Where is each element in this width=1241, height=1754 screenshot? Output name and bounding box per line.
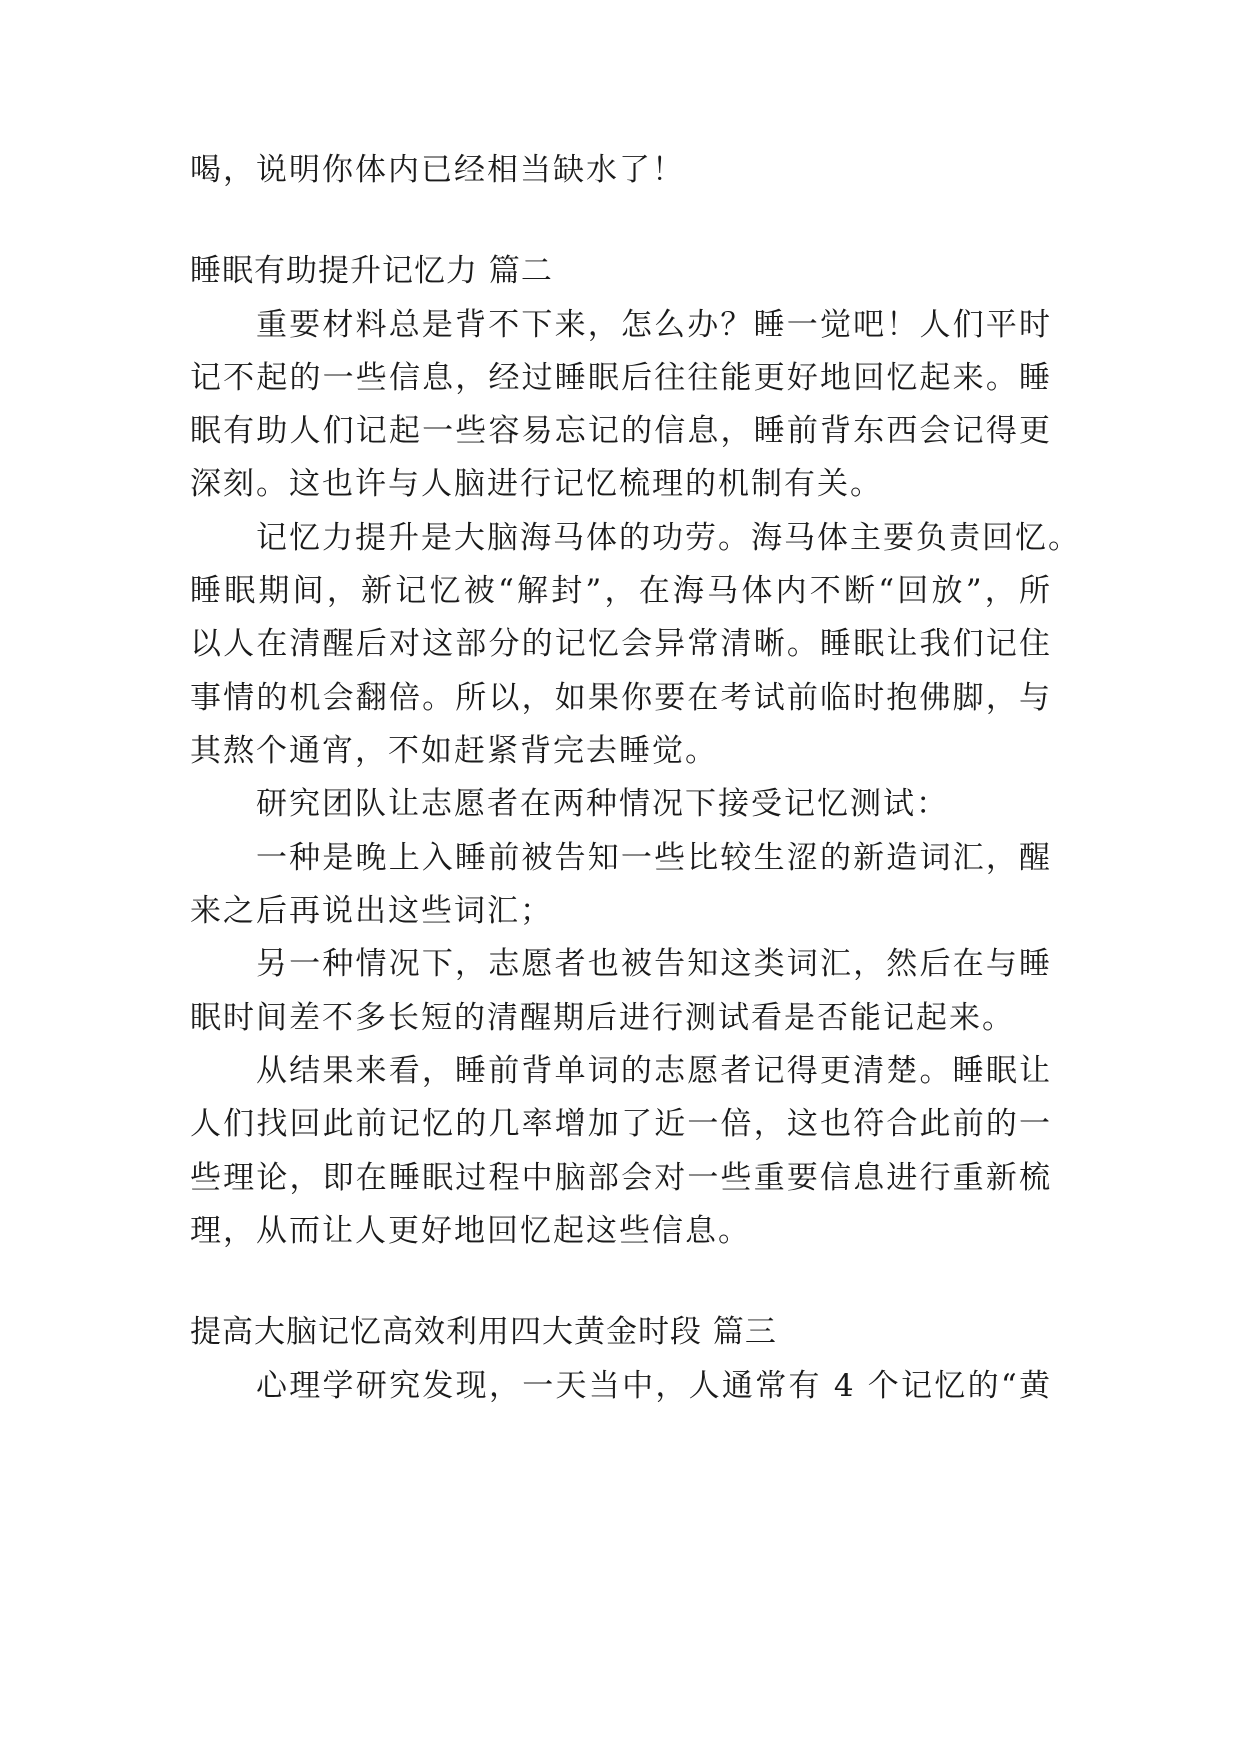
text-line: 研究团队让志愿者在两种情况下接受记忆测试： <box>256 786 949 822</box>
text-line: 眠有助人们记起一些容易忘记的信息，睡前背东西会记得更 <box>190 413 1052 449</box>
text-line: 从结果来看，睡前背单词的志愿者记得更清楚。睡眠让 <box>256 1053 1052 1089</box>
section-heading: 提高大脑记忆高效利用四大黄金时段 篇三 <box>190 1314 777 1350</box>
text-line: 记不起的一些信息，经过睡眠后往往能更好地回忆起来。睡 <box>190 360 1052 396</box>
text-line: 心理学研究发现，一天当中，人通常有 4 个记忆的“黄 <box>256 1368 1052 1404</box>
text-line: 眠时间差不多长短的清醒期后进行测试看是否能记起来。 <box>190 1000 1015 1036</box>
text-line: 一种是晚上入睡前被告知一些比较生涩的新造词汇，醒 <box>256 840 1052 876</box>
text-line: 深刻。这也许与人脑进行记忆梳理的机制有关。 <box>190 466 883 502</box>
section-heading: 睡眠有助提升记忆力 篇二 <box>190 253 553 289</box>
text-line: 其熬个通宵，不如赶紧背完去睡觉。 <box>190 733 718 769</box>
text-line: 另一种情况下，志愿者也被告知这类词汇，然后在与睡 <box>256 946 1052 982</box>
text-line: 睡眠期间，新记忆被“解封”，在海马体内不断“回放”，所 <box>190 573 1052 609</box>
text-line: 来之后再说出这些词汇； <box>190 893 553 929</box>
text-line: 以人在清醒后对这部分的记忆会异常清晰。睡眠让我们记住 <box>190 626 1052 662</box>
text-line: 重要材料总是背不下来，怎么办？睡一觉吧！人们平时 <box>256 307 1052 343</box>
text-line: 些理论，即在睡眠过程中脑部会对一些重要信息进行重新梳 <box>190 1160 1052 1196</box>
text-line: 记忆力提升是大脑海马体的功劳。海马体主要负责回忆。 <box>256 520 1081 556</box>
text-line: 理，从而让人更好地回忆起这些信息。 <box>190 1213 751 1249</box>
text-line: 喝，说明你体内已经相当缺水了！ <box>190 152 685 188</box>
text-line: 事情的机会翻倍。所以，如果你要在考试前临时抱佛脚，与 <box>190 680 1052 716</box>
text-line: 人们找回此前记忆的几率增加了近一倍，这也符合此前的一 <box>190 1106 1052 1142</box>
